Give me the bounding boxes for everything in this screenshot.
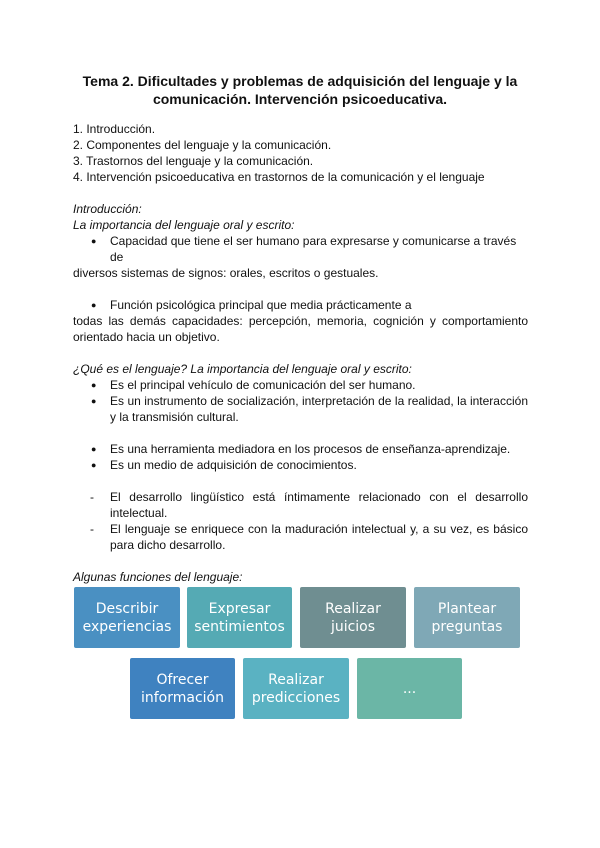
function-box-line: Realizar	[325, 600, 381, 617]
function-box	[187, 587, 292, 648]
toc-item: 2. Componentes del lenguaje y la comunicación.	[73, 138, 332, 152]
intro-heading: Introducción:	[73, 202, 142, 216]
bullet-marker: ●	[91, 460, 97, 470]
functions-heading: Algunas funciones del lenguaje:	[73, 570, 243, 584]
function-box	[74, 587, 180, 648]
intro-subheading: La importancia del lenguaje oral y escrito:	[73, 218, 295, 232]
function-box	[414, 587, 520, 648]
function-box-line: predicciones	[251, 689, 341, 706]
bullet-marker: ●	[91, 236, 97, 246]
bullet-marker: ●	[91, 396, 97, 406]
question-dash-item: El lenguaje se enriquece con la maduración intelectual y, a su vez, es básico para dicho desarrollo.	[110, 522, 528, 552]
question-bullet: Es un medio de adquisición de conocimientos.	[110, 458, 357, 472]
function-box-line: Expresar	[208, 600, 271, 617]
question-bullet: Es un instrumento de socialización, interpretación de la realidad, la interacción y la transmisión cultural.	[110, 394, 528, 424]
function-box-line: Plantear	[437, 600, 497, 617]
toc-item: 4. Intervención psicoeducativa en trastornos de la comunicación y el lenguaje	[73, 170, 485, 184]
function-box-line: Ofrecer	[156, 671, 209, 688]
function-box	[357, 658, 462, 719]
function-box-line: ...	[402, 680, 417, 697]
bullet-marker: ●	[91, 444, 97, 454]
intro-bullet-2-line-1: Función psicológica principal que media prácticamente a	[110, 298, 412, 312]
function-box-line: información	[140, 689, 224, 706]
function-box-line: juicios	[330, 618, 376, 635]
function-box	[243, 658, 349, 719]
dash-marker: -	[90, 490, 94, 504]
intro-bullet-2-continuation: todas las demás capacidades: percepción, memoria, cognición y comportamiento orientado hacia un objetivo.	[73, 314, 528, 344]
bullet-marker: ●	[91, 380, 97, 390]
intro-bullet-1-line-1: Capacidad que tiene el ser humano para expresarse y comunicarse a través	[110, 234, 517, 248]
intro-bullet-1-continuation: diversos sistemas de signos: orales, escritos o gestuales.	[73, 266, 379, 280]
function-box	[130, 658, 235, 719]
intro-bullet-1-line-2: de	[110, 250, 124, 264]
function-box-line: sentimientos	[194, 618, 285, 635]
question-bullet: Es una herramienta mediadora en los procesos de enseñanza-aprendizaje.	[110, 442, 511, 456]
toc-item: 1. Introducción.	[73, 122, 156, 136]
function-box	[300, 587, 406, 648]
function-box-line: Describir	[95, 600, 159, 617]
function-box-line: experiencias	[82, 618, 172, 635]
question-dash-item: El desarrollo lingüístico está íntimamente relacionado con el desarrollo intelectual.	[110, 490, 528, 520]
dash-marker: -	[90, 522, 94, 536]
toc-item: 3. Trastornos del lenguaje y la comunicación.	[73, 154, 314, 168]
question-bullet: Es el principal vehículo de comunicación del ser humano.	[110, 378, 416, 392]
function-box-line: preguntas	[431, 618, 503, 635]
title-line-1: Tema 2. Dificultades y problemas de adquisición del lenguaje y la	[82, 73, 518, 89]
page-title	[60, 72, 540, 108]
bullet-marker: ●	[91, 300, 97, 310]
question-heading: ¿Qué es el lenguaje? La importancia del lenguaje oral y escrito:	[73, 362, 412, 376]
title-line-2: comunicación. Intervención psicoeducativa.	[152, 91, 448, 107]
function-box-line: Realizar	[268, 671, 324, 688]
